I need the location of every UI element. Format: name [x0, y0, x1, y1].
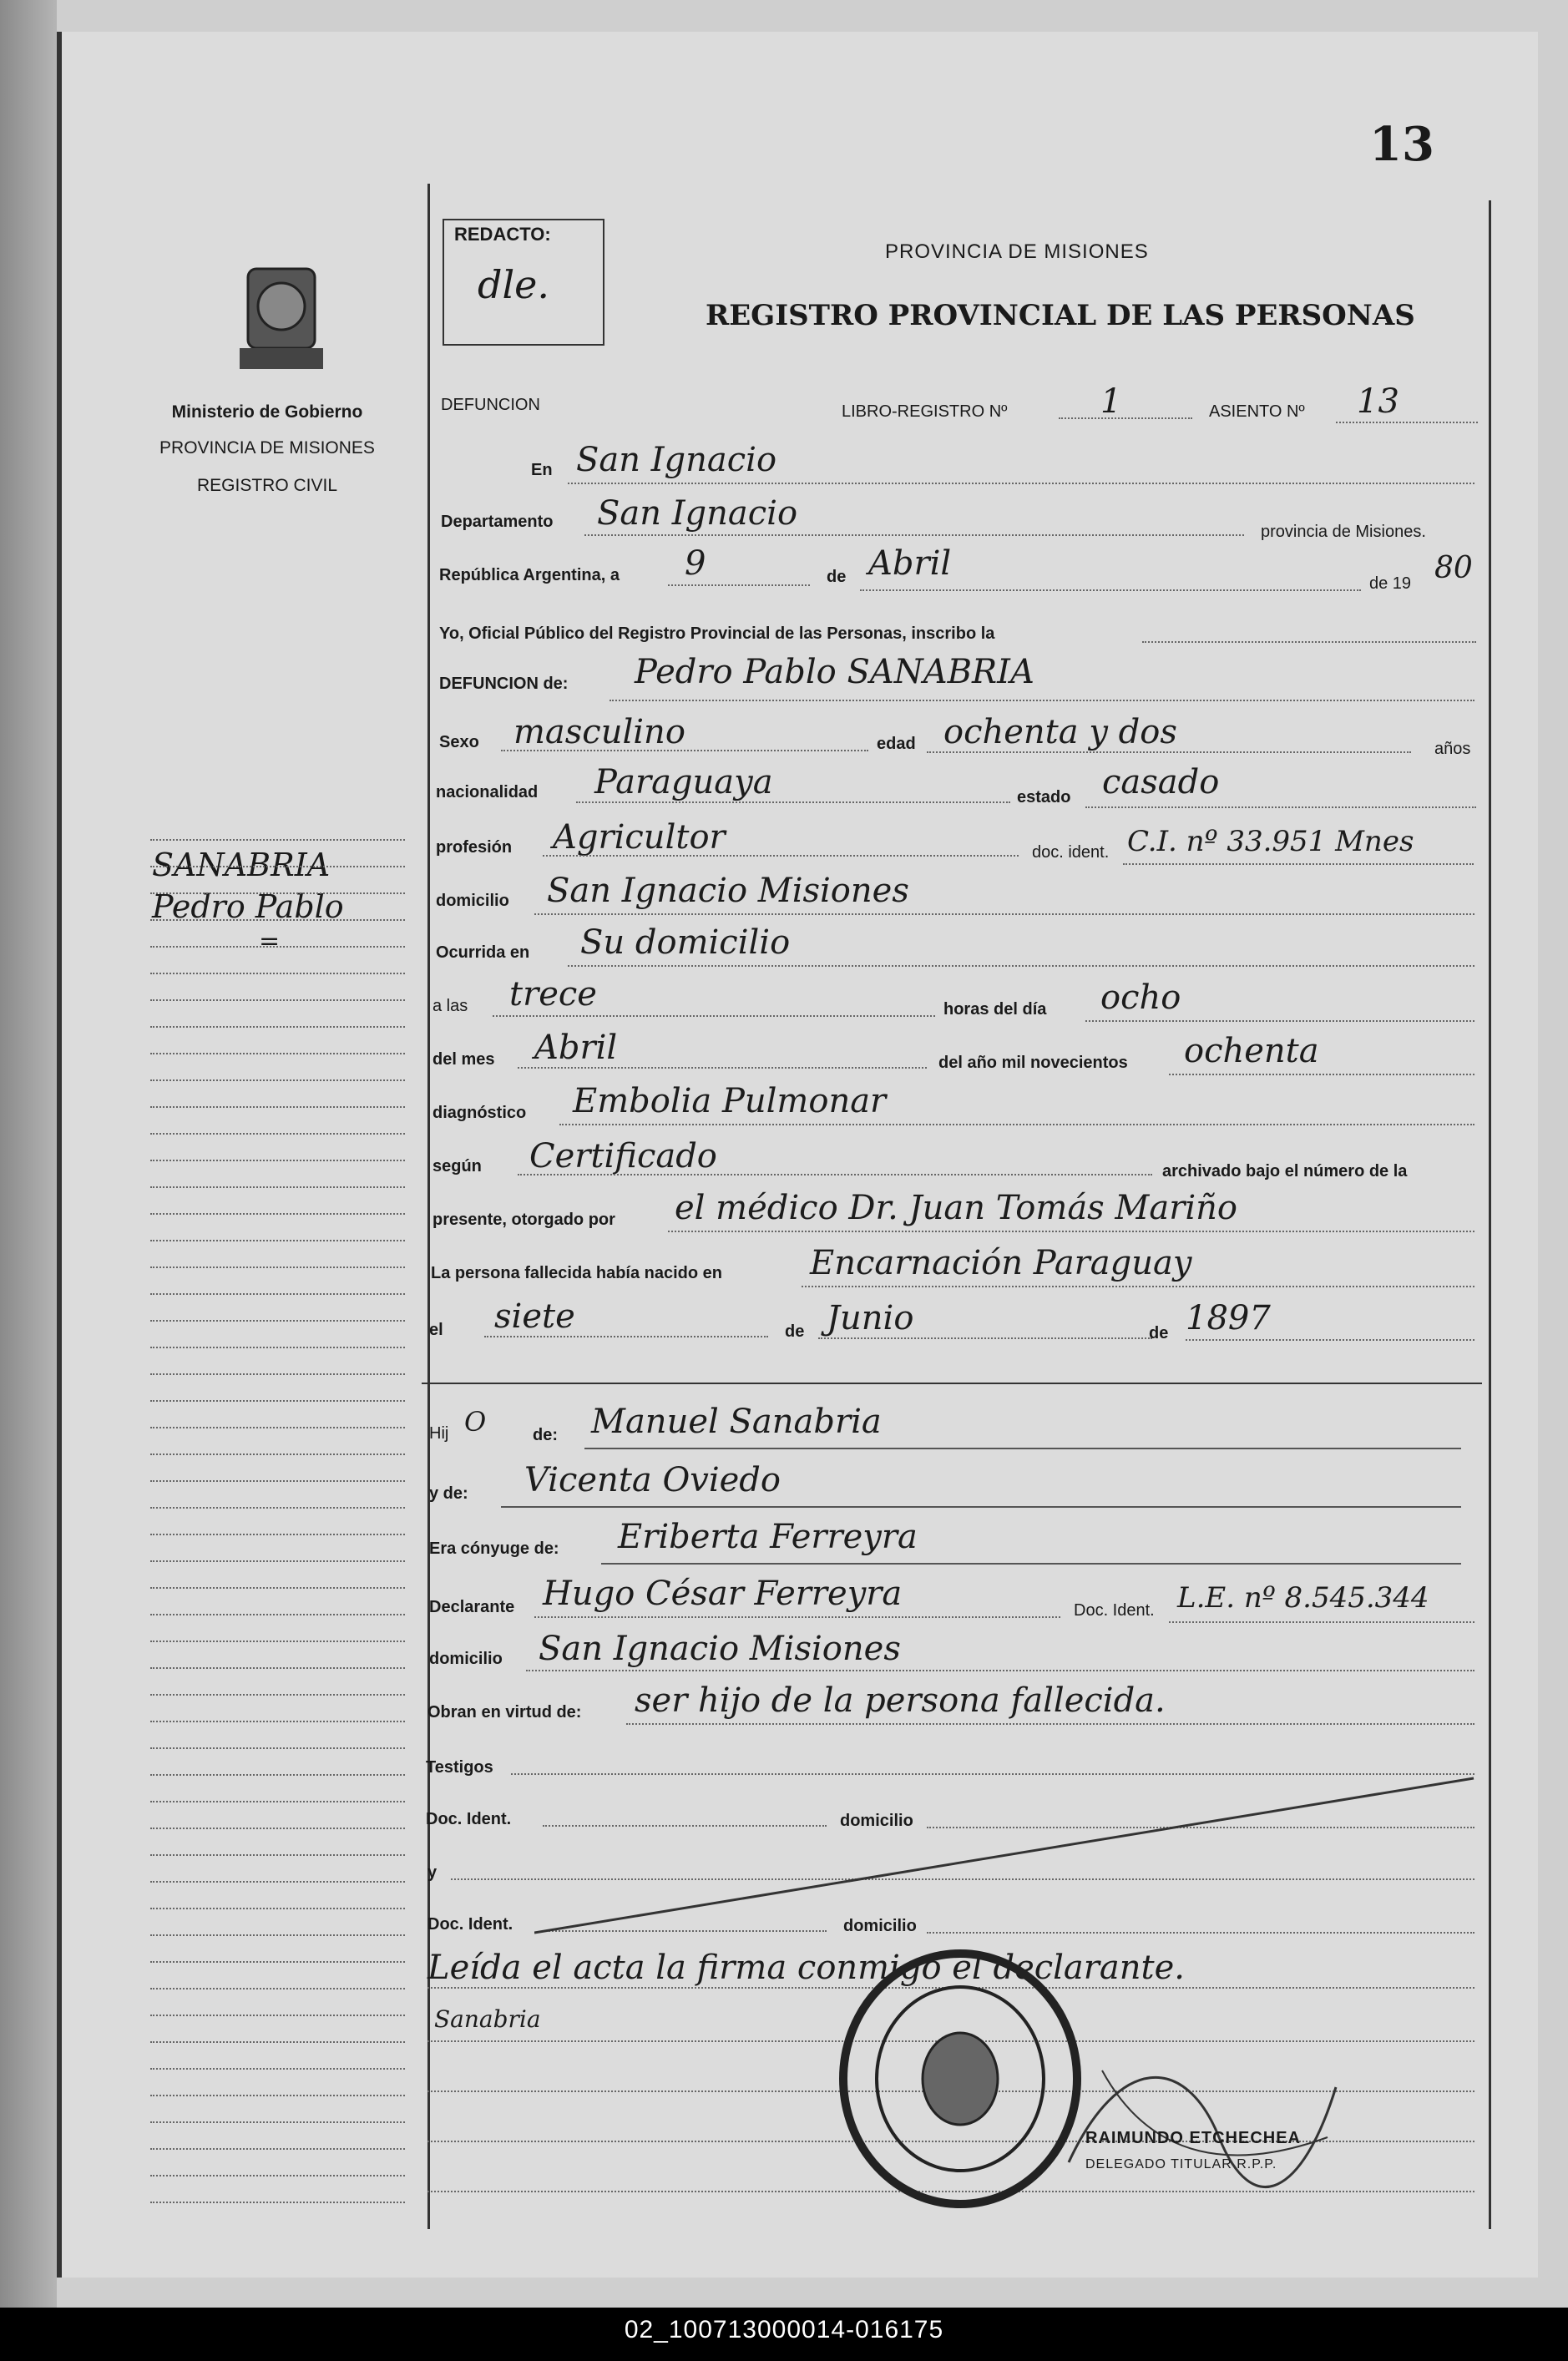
margin-ruled-line: [150, 1427, 405, 1428]
side-provincia-label: PROVINCIA DE MISIONES: [159, 438, 375, 458]
segun-label: según: [432, 1157, 482, 1175]
en-label: En: [531, 461, 553, 479]
margin-ruled-line: [150, 1667, 405, 1669]
madre-value: Vicenta Oviedo: [524, 1461, 781, 1499]
ocurrida-line: [568, 965, 1474, 967]
oficial-cargo: DELEGADO TITULAR R.P.P.: [1085, 2157, 1277, 2171]
hijo-label: Hij: [429, 1424, 449, 1443]
domicilio-label: domicilio: [436, 892, 509, 910]
defuncion-de-label: DEFUNCION de:: [439, 675, 569, 693]
declarante-value: Hugo César Ferreyra: [543, 1575, 903, 1613]
sexo-value: masculino: [513, 713, 685, 751]
doc-ident2-value: L.E. nº 8.545.344: [1177, 1581, 1429, 1615]
margin-ruled-line: [150, 1400, 405, 1402]
oficial-nombre: RAIMUNDO ETCHECHEA: [1085, 2129, 1301, 2147]
margin-ruled-line: [150, 1454, 405, 1455]
defuncion-de-line: [609, 700, 1474, 701]
nacionalidad-value: Paraguaya: [594, 763, 773, 801]
margin-ruled-line: [150, 1641, 405, 1642]
margin-ruled-line: [150, 1988, 405, 1989]
margin-ruled-line: [150, 2202, 405, 2203]
padre-line: [584, 1448, 1461, 1449]
margin-given-names: Pedro Pablo: [152, 888, 344, 925]
doc-ident2-line: [1169, 1621, 1474, 1623]
provincial-crest-icon: [227, 260, 336, 377]
de3-value: 1897: [1186, 1299, 1271, 1337]
margin-ruled-line: [150, 1079, 405, 1081]
profesion-label: profesión: [436, 838, 513, 857]
margin-ruled-line: [150, 866, 405, 867]
estado-line: [1085, 806, 1476, 808]
ocurrida-value: Su domicilio: [580, 923, 791, 962]
de3-line: [1186, 1339, 1474, 1341]
anio-value: 80: [1434, 551, 1473, 585]
segun-value: Certificado: [529, 1137, 717, 1175]
official-signature-icon: [1052, 2037, 1353, 2204]
domicilio2-label: domicilio: [429, 1650, 503, 1668]
diagnostico-line: [559, 1124, 1474, 1125]
right-column-border: [1489, 200, 1491, 2229]
margin-ruled-line: [150, 1587, 405, 1589]
profesion-value: Agricultor: [553, 818, 726, 857]
redacto-box: [443, 219, 604, 346]
margin-ruled-line: [150, 1266, 405, 1268]
margin-ruled-line: [150, 1908, 405, 1909]
hijo-suffix: O: [464, 1406, 487, 1438]
margin-surname: SANABRIA: [152, 847, 331, 883]
header-registro: REGISTRO PROVINCIAL DE LAS PERSONAS: [706, 299, 1415, 332]
margin-ruled-line: [150, 1747, 405, 1749]
diagnostico-label: diagnóstico: [432, 1104, 527, 1122]
en-line: [568, 483, 1474, 484]
del-anio-value: ochenta: [1184, 1032, 1319, 1070]
republica-label: República Argentina, a: [439, 566, 620, 584]
margin-ruled-line: [150, 2068, 405, 2070]
firma-declarante: Sanabria: [434, 2005, 541, 2033]
side-registro-label: REGISTRO CIVIL: [196, 476, 338, 495]
el-value: siete: [494, 1297, 575, 1336]
depto-label: Departamento: [441, 513, 554, 531]
margin-ruled-line: [150, 1026, 405, 1028]
del-anio-line: [1169, 1074, 1474, 1075]
margin-ruled-line: [150, 1160, 405, 1161]
libro-value: 1: [1100, 382, 1122, 421]
horas-line: [1085, 1020, 1474, 1022]
obran-line: [626, 1723, 1474, 1725]
book-spine: [0, 0, 57, 2361]
leida-text: Leída el acta la firma conmigo el declarante.: [427, 1949, 1185, 1987]
depto-line: [584, 534, 1244, 536]
margin-ruled-line: [150, 1186, 405, 1188]
el-label: el: [429, 1321, 443, 1339]
profesion-line: [543, 855, 1019, 857]
margin-ruled-line: [150, 1560, 405, 1562]
archivado-label: archivado bajo el número de la: [1162, 1162, 1408, 1180]
margin-ruled-line: [150, 1961, 405, 1963]
margin-ruled-line: [150, 1934, 405, 1936]
doc-ident-label: doc. ident.: [1032, 843, 1110, 862]
doc-ident2-label: Doc. Ident.: [1074, 1601, 1155, 1620]
en-value: San Ignacio: [576, 441, 777, 479]
edad-label: edad: [877, 735, 916, 753]
declarante-line: [534, 1616, 1060, 1618]
margin-ruled-line: [150, 1320, 405, 1322]
segun-line: [518, 1174, 1152, 1175]
margin-ruled-line: [150, 1721, 405, 1722]
conyuge-value: Eriberta Ferreyra: [618, 1518, 918, 1556]
diagnostico-value: Embolia Pulmonar: [573, 1082, 887, 1120]
margin-ruled-line: [150, 1881, 405, 1883]
margin-ruled-line: [150, 2095, 405, 2096]
margin-ruled-line: [150, 1801, 405, 1802]
nacionalidad-line: [576, 801, 1010, 803]
nacionalidad-label: nacionalidad: [436, 783, 539, 801]
oficial-text: Yo, Oficial Público del Registro Provincial de las Personas, inscribo la: [439, 624, 995, 643]
horas-label: horas del día: [943, 1000, 1047, 1019]
domicilio4-label: domicilio: [843, 1917, 917, 1935]
margin-ruled-line: [150, 1347, 405, 1348]
provincia-suffix: provincia de Misiones.: [1261, 523, 1426, 541]
a-las-label: a las: [432, 997, 468, 1015]
margin-ruled-line: [150, 839, 405, 841]
de3-label: de: [1149, 1324, 1169, 1342]
redacto-label: REDACTO:: [454, 224, 551, 245]
defuncion-de-value: Pedro Pablo SANABRIA: [635, 653, 1034, 691]
margin-ruled-line: [150, 1133, 405, 1135]
asiento-value: 13: [1357, 382, 1399, 421]
madre-line: [501, 1506, 1461, 1508]
libro-line: [1059, 417, 1192, 419]
de-label: de: [827, 568, 847, 586]
domicilio-value: San Ignacio Misiones: [547, 872, 909, 910]
margin-ruled-line: [150, 1053, 405, 1054]
margin-ruled-line: [150, 2015, 405, 2016]
presente-label: presente, otorgado por: [432, 1211, 615, 1229]
footer-code: 02_100713000014-016175: [624, 2316, 944, 2343]
dia-line: [668, 584, 810, 586]
ministerio-label: Ministerio de Gobierno: [171, 402, 363, 422]
margin-ruled-line: [150, 2121, 405, 2123]
cancel-stroke: [534, 1770, 1478, 1937]
declarante-label: Declarante: [429, 1598, 515, 1616]
conyuge-label: Era cónyuge de:: [429, 1539, 559, 1558]
domicilio2-line: [526, 1670, 1474, 1671]
margin-ruled-line: [150, 946, 405, 948]
margin-ruled-line: [150, 1480, 405, 1482]
estado-label: estado: [1017, 788, 1071, 806]
de2-line: [818, 1337, 1152, 1339]
oficial-line: [1142, 641, 1476, 643]
de2-value: Junio: [827, 1299, 914, 1337]
margin-ruled-line: [150, 919, 405, 921]
de4-label: de:: [533, 1426, 558, 1444]
presente-line: [668, 1231, 1474, 1232]
margin-ruled-line: [150, 1828, 405, 1829]
margin-ruled-line: [150, 1106, 405, 1108]
estado-value: casado: [1102, 763, 1220, 801]
domicilio2-value: San Ignacio Misiones: [539, 1630, 901, 1668]
margin-ruled-line: [150, 1507, 405, 1509]
edad-line: [927, 751, 1411, 753]
margin-ruled-line: [150, 1373, 405, 1375]
sexo-label: Sexo: [439, 733, 479, 751]
margin-ruled-line: [150, 1614, 405, 1615]
edad-value: ochenta y dos: [943, 713, 1177, 751]
dia-value: 9: [685, 544, 706, 583]
margin-ruled-line: [150, 1213, 405, 1215]
del-mes-value: Abril: [534, 1029, 618, 1067]
domicilio3-label: domicilio: [840, 1812, 913, 1830]
sexo-line: [501, 750, 868, 751]
y-de-label: y de:: [429, 1484, 468, 1503]
del-mes-label: del mes: [432, 1050, 495, 1069]
official-seal-icon: [835, 1945, 1085, 2212]
doc-ident3-label: Doc. Ident.: [426, 1810, 512, 1828]
nacido-line: [802, 1286, 1474, 1287]
de-19-label: de 19: [1369, 574, 1412, 593]
libro-label: LIBRO-REGISTRO Nº: [842, 402, 1008, 421]
margin-ruled-line: [150, 1240, 405, 1241]
section-divider: [422, 1383, 1482, 1384]
margin-ruled-line: [150, 2148, 405, 2150]
margin-ruled-line: [150, 1854, 405, 1856]
margin-ruled-line: [150, 1774, 405, 1776]
doc-ident-value: C.I. nº 33.951 Mnes: [1127, 825, 1414, 858]
nacido-value: Encarnación Paraguay: [810, 1244, 1192, 1282]
depto-value: San Ignacio: [597, 494, 798, 533]
asiento-label: ASIENTO Nº: [1209, 402, 1305, 421]
margin-ruled-line: [150, 1293, 405, 1295]
asiento-line: [1336, 422, 1478, 423]
obran-value: ser hijo de la persona fallecida.: [635, 1681, 1166, 1720]
doc-ident-line: [1123, 863, 1474, 865]
a-las-value: trece: [509, 975, 597, 1014]
margin-ruled-line: [150, 2175, 405, 2176]
el-line: [484, 1336, 768, 1337]
de2-label: de: [785, 1322, 805, 1341]
margin-ruled-line: [150, 999, 405, 1001]
margin-ruled-line: [150, 1534, 405, 1535]
y-label: y: [427, 1863, 438, 1882]
doc-ident4-label: Doc. Ident.: [427, 1915, 513, 1934]
del-anio-label: del año mil novecientos: [938, 1054, 1128, 1072]
page-number: 13: [1369, 117, 1434, 172]
domicilio-line: [534, 913, 1474, 915]
horas-value: ocho: [1100, 978, 1181, 1017]
conyuge-line: [601, 1563, 1461, 1565]
presente-value: el médico Dr. Juan Tomás Mariño: [675, 1189, 1237, 1227]
del-mes-line: [518, 1067, 927, 1069]
mes-line: [860, 589, 1361, 591]
margin-mark: =: [259, 927, 281, 956]
testigos-label: Testigos: [426, 1758, 493, 1777]
mes-value: Abril: [868, 544, 952, 583]
tipo-label: DEFUNCION: [441, 396, 540, 414]
header-provincia: PROVINCIA DE MISIONES: [885, 240, 1149, 263]
margin-ruled-line: [150, 2041, 405, 2043]
margin-ruled-line: [150, 973, 405, 974]
margin-ruled-line: [150, 892, 405, 894]
obran-label: Obran en virtud de:: [427, 1703, 582, 1721]
margin-ruled-line: [150, 1694, 405, 1696]
nacido-label: La persona fallecida había nacido en: [431, 1264, 722, 1282]
a-las-line: [493, 1015, 935, 1017]
anos-label: años: [1434, 740, 1471, 758]
redacto-signature: dle.: [478, 262, 550, 307]
padre-value: Manuel Sanabria: [591, 1403, 882, 1441]
ocurrida-label: Ocurrida en: [436, 943, 530, 962]
